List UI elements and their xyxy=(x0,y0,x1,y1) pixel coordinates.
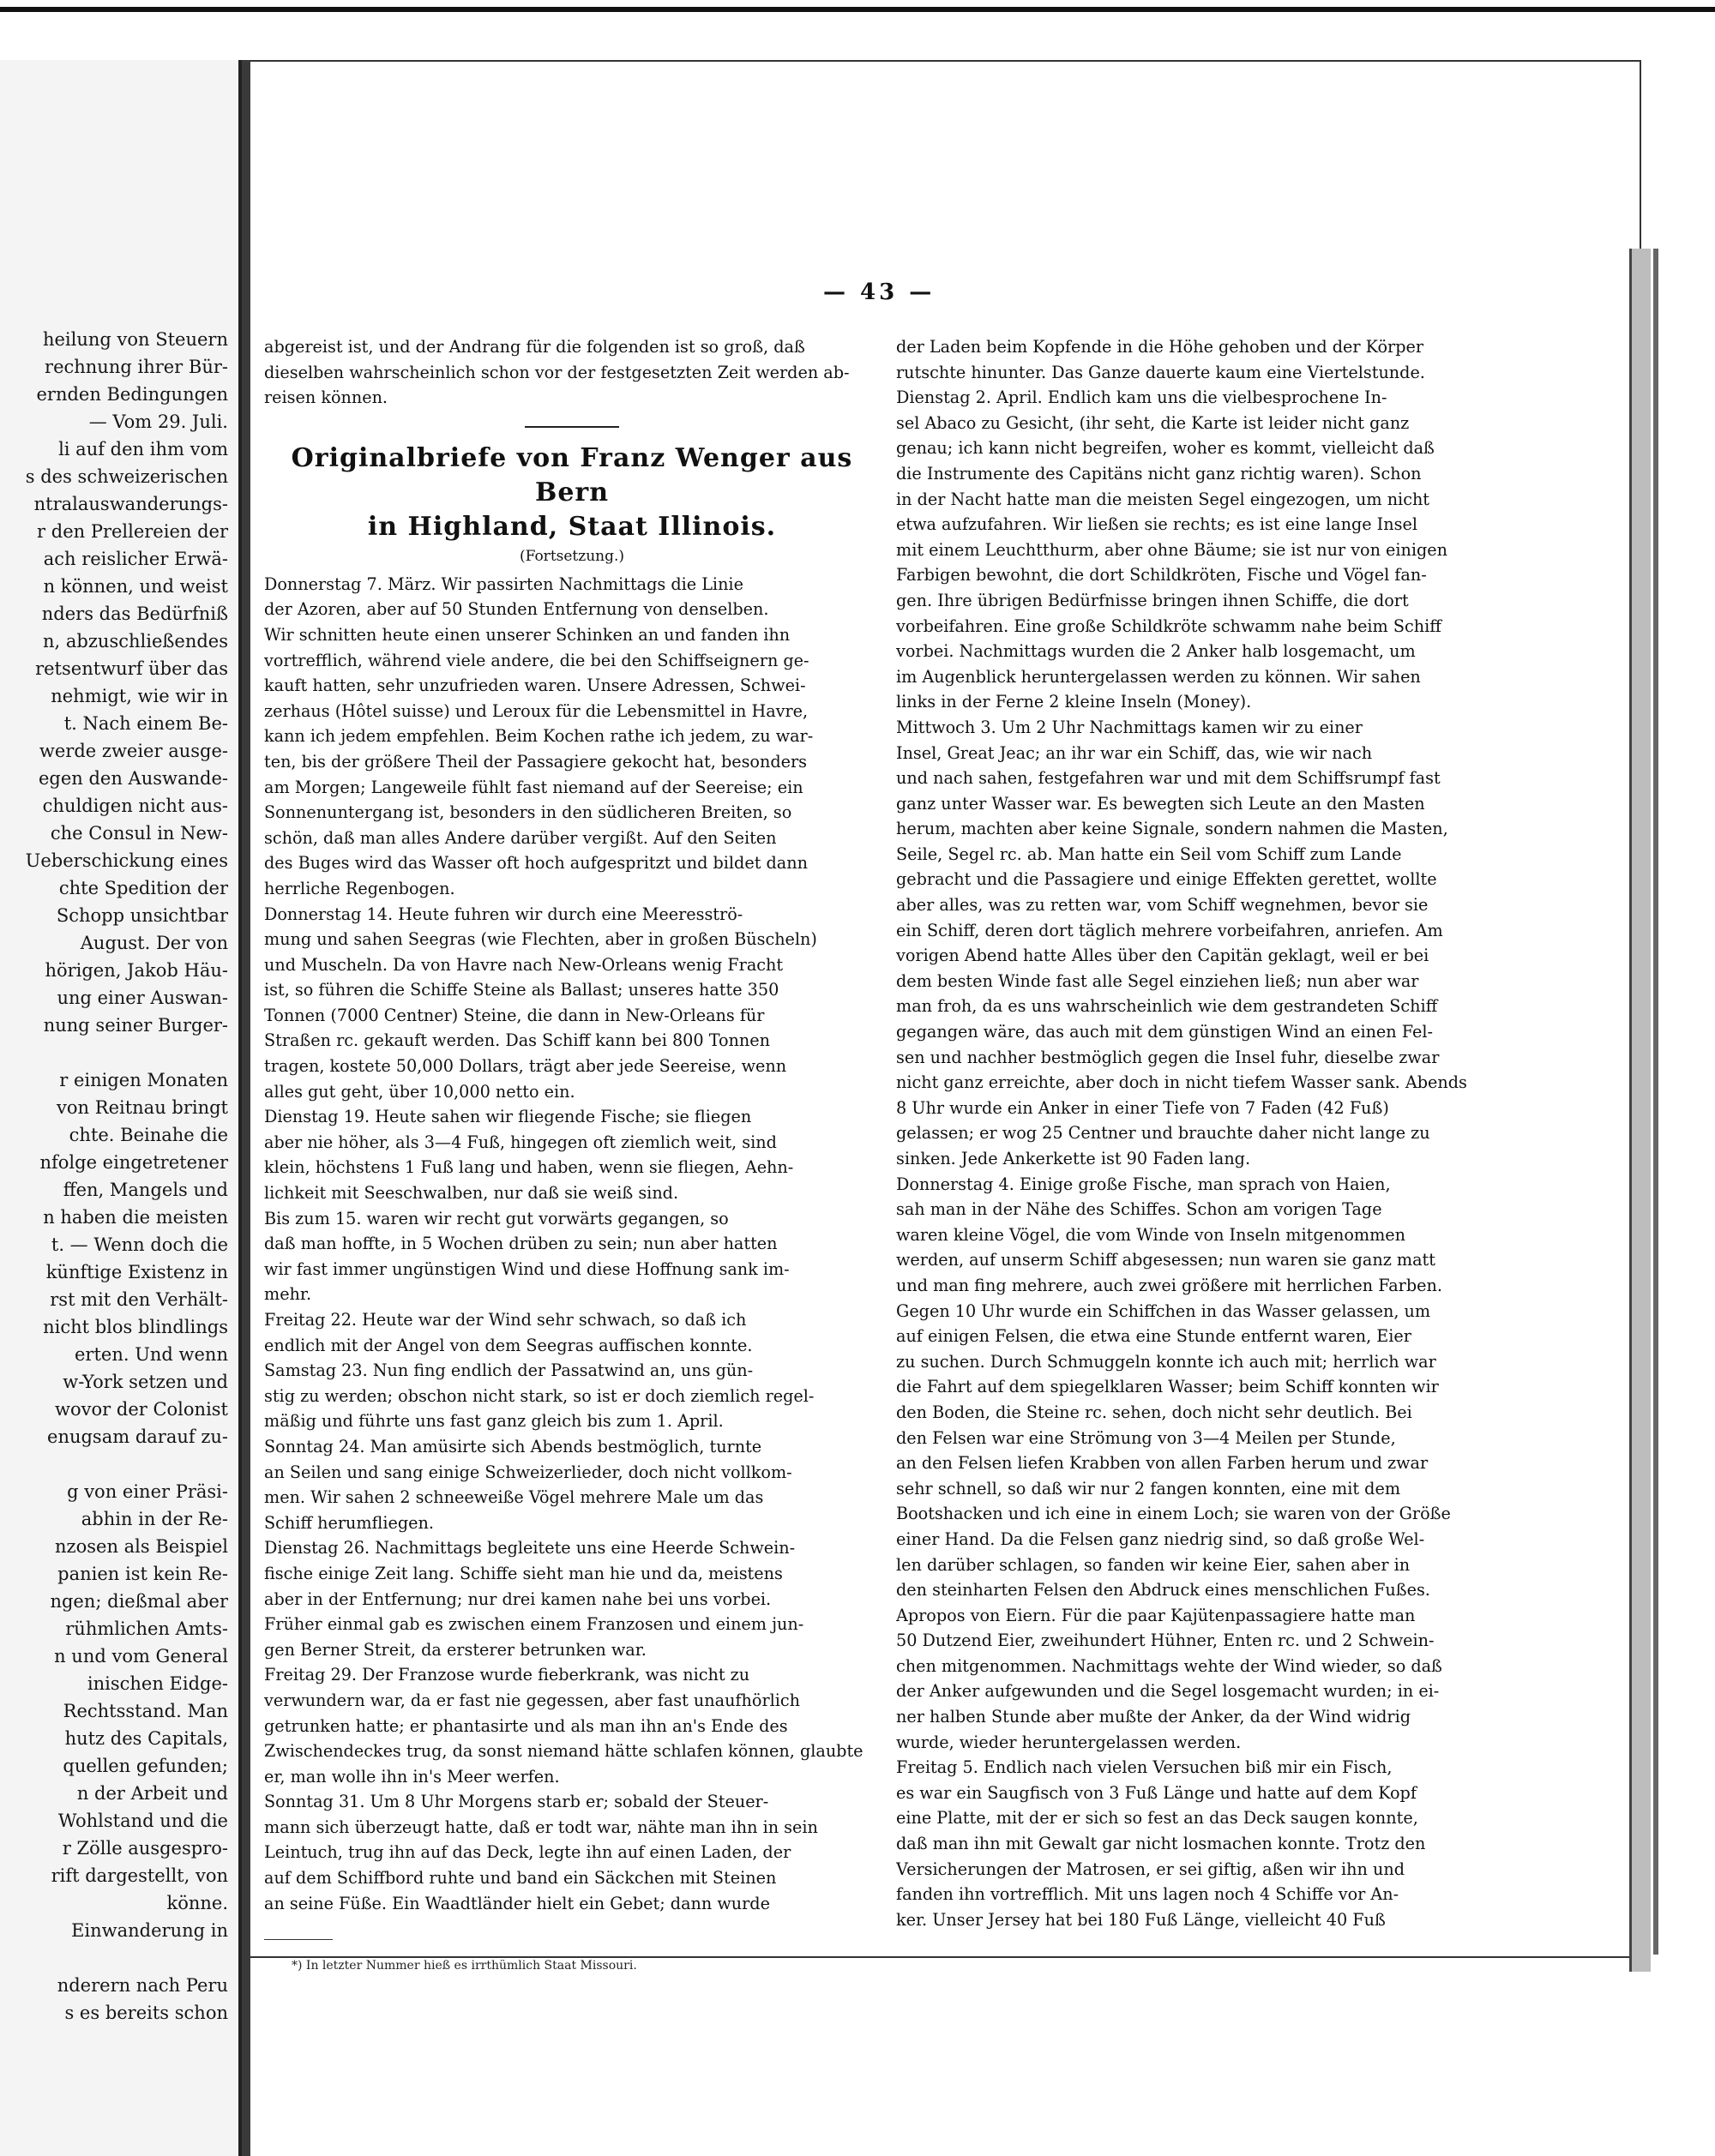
left-fragment-line: g von einer Präsi- xyxy=(67,1481,228,1502)
text-line: chen mitgenommen. Nachmittags wehte der Wind wieder, so daß xyxy=(896,1655,1442,1676)
left-fragment-line: n haben die meisten xyxy=(43,1207,228,1228)
text-line: die Instrumente des Capitäns nicht ganz richtig waren). Schon xyxy=(896,463,1422,483)
text-line: die Fahrt auf dem spiegelklaren Wasser; beim Schiff konnten wir xyxy=(896,1377,1439,1397)
left-fragment-line: n, abzuschließendes xyxy=(43,631,228,652)
text-line: klein, höchstens 1 Fuß lang und haben, wenn sie fliegen, Aehn- xyxy=(264,1157,794,1178)
left-fragment-line: r einigen Monaten xyxy=(59,1070,228,1090)
text-line: Seile, Segel rc. ab. Man hatte ein Seil vom Schiff zum Lande xyxy=(896,844,1402,864)
text-line: vorigen Abend hatte Alles über den Capitän geklagt, weil er bei xyxy=(896,946,1429,966)
left-fragment-line: s es bereits schon xyxy=(64,2003,228,2023)
text-line: Tonnen (7000 Centner) Steine, die dann in New-Orleans für xyxy=(264,1005,765,1025)
left-fragment-line: werde zweier ausge- xyxy=(39,741,228,761)
article-body xyxy=(264,572,880,1916)
footnote-rule xyxy=(264,1939,333,1940)
left-fragment-line: ntralauswanderungs- xyxy=(33,494,228,514)
text-line: daß man hoffte, in 5 Wochen drüben zu sein; nun aber hatten xyxy=(264,1234,778,1254)
text-line: abgereist ist, und der Andrang für die folgenden ist so groß, daß xyxy=(264,337,805,357)
text-line: Freitag 29. Der Franzose wurde fieberkrank, was nicht zu xyxy=(264,1665,750,1685)
text-line: mehr. xyxy=(264,1284,312,1305)
text-line: ker. Unser Jersey hat bei 180 Fuß Länge, vielleicht 40 Fuß xyxy=(896,1909,1386,1930)
text-line: ten, bis der größere Theil der Passagiere gekocht hat, besonders xyxy=(264,751,807,772)
headline-line-1: Originalbriefe von Franz Wenger aus Bern xyxy=(291,442,853,507)
left-fragment-line: che Consul in New- xyxy=(50,823,228,844)
left-fragment-line: ung einer Auswan- xyxy=(57,988,228,1008)
headline-line-2: in Highland, Staat Illinois. xyxy=(367,511,777,542)
text-line: waren kleine Vögel, die vom Winde von Inseln mitgenommen xyxy=(896,1224,1405,1245)
text-line: Sonntag 24. Man amüsirte sich Abends bestmöglich, turnte xyxy=(264,1436,762,1456)
continued-note: (Fortsetzung.) xyxy=(519,547,625,565)
section-divider xyxy=(525,426,619,428)
left-fragment-line: Wohlstand und die xyxy=(57,1811,228,1831)
text-line: Insel, Great Jeac; an ihr war ein Schiff, das, wie wir nach xyxy=(896,742,1373,763)
text-line: er, man wolle ihn in's Meer werfen. xyxy=(264,1766,560,1787)
text-line: len darüber schlagen, so fanden wir keine Eier, sahen aber in xyxy=(896,1554,1411,1575)
left-fragment-line: von Reitnau bringt xyxy=(57,1097,228,1118)
text-line: men. Wir sahen 2 schneeweiße Vögel mehrere Male um das xyxy=(264,1487,764,1508)
text-line: gen. Ihre übrigen Bedürfnisse bringen ihnen Schiffe, die dort xyxy=(896,590,1409,610)
text-line: werden, auf unserm Schiff abgesessen; nun waren sie ganz matt xyxy=(896,1250,1435,1270)
book-gutter xyxy=(242,60,250,2156)
text-line: rutschte hinunter. Das Ganze dauerte kaum eine Viertelstunde. xyxy=(896,362,1425,382)
left-fragment-line xyxy=(26,1039,238,1066)
intro-paragraph xyxy=(264,334,880,411)
text-line: Sonnenuntergang ist, besonders in den südlicheren Breiten, so xyxy=(264,802,792,823)
text-line: auf einigen Felsen, die etwa eine Stunde entfernt waren, Eier xyxy=(896,1326,1411,1347)
left-fragment-line: erten. Und wenn xyxy=(74,1344,228,1365)
text-line: genau; ich kann nicht begreifen, woher es kommt, vielleicht daß xyxy=(896,438,1435,459)
left-fragment-line: inischen Eidge- xyxy=(87,1673,228,1694)
text-line: zu suchen. Durch Schmuggeln konnte ich auch mit; herrlich war xyxy=(896,1351,1436,1372)
text-line: dem besten Winde fast alle Segel einziehen ließ; nun aber war xyxy=(896,970,1419,991)
text-line: sinken. Jede Ankerkette ist 90 Faden lang. xyxy=(896,1149,1251,1168)
left-fragment-line: quellen gefunden; xyxy=(63,1756,228,1776)
text-line: des Buges wird das Wasser oft hoch aufgespritzt und bildet dann xyxy=(264,853,808,874)
left-fragment-line: künftige Existenz in xyxy=(45,1262,228,1282)
text-line: Apropos von Eiern. Für die paar Kajütenpassagiere hatte man xyxy=(896,1605,1416,1625)
left-fragment-line: nicht blos blindlings xyxy=(43,1317,228,1337)
text-line: alles gut geht, über 10,000 netto ein. xyxy=(264,1081,575,1102)
text-line: Gegen 10 Uhr wurde ein Schiffchen in das Wasser gelassen, um xyxy=(896,1300,1431,1321)
left-fragment-line: chuldigen nicht aus- xyxy=(42,796,228,816)
text-line: herum, machten aber keine Signale, sondern nahmen die Masten, xyxy=(896,819,1448,839)
left-fragment-line: enugsam darauf zu- xyxy=(47,1426,228,1447)
left-fragment-line: s des schweizerischen xyxy=(25,466,228,487)
left-fragment-line: n und vom General xyxy=(54,1646,228,1667)
left-fragment-line: Ueberschickung eines xyxy=(25,850,228,871)
article-headline xyxy=(264,441,880,544)
text-line: aber alles, was zu retten war, vom Schiff wegnehmen, bevor sie xyxy=(896,895,1429,916)
left-fragment-line: nehmigt, wie wir in xyxy=(51,686,228,706)
left-fragment-line: abhin in der Re- xyxy=(81,1509,228,1529)
left-fragment-line: rühmlichen Amts- xyxy=(65,1619,228,1639)
text-line: Dienstag 2. April. Endlich kam uns die vielbesprochene In- xyxy=(896,387,1387,408)
text-line: getrunken hatte; er phantasirte und als man ihn an's Ende des xyxy=(264,1715,788,1736)
text-line: lichkeit mit Seeschwalben, nur daß sie weiß sind. xyxy=(264,1183,679,1204)
text-line: stig zu werden; obschon nicht stark, so ist er doch ziemlich regel- xyxy=(264,1385,815,1406)
text-line: Bootshacken und ich eine in einem Loch; sie waren von der Größe xyxy=(896,1504,1451,1524)
text-line: mit einem Leuchtthurm, aber ohne Bäume; sie ist nur von einigen xyxy=(896,539,1448,560)
text-line: daß man ihn mit Gewalt gar nicht losmachen konnte. Trotz den xyxy=(896,1834,1426,1854)
text-line: Straßen rc. gekauft werden. Das Schiff kann bei 800 Tonnen xyxy=(264,1030,770,1051)
left-fragment-line: nfolge eingetretener xyxy=(39,1152,228,1173)
text-line: den Felsen war eine Strömung von 3—4 Meilen per Stunde, xyxy=(896,1427,1396,1448)
text-line: Donnerstag 4. Einige große Fische, man sprach von Haien, xyxy=(896,1174,1391,1194)
text-line: Bis zum 15. waren wir recht gut vorwärts gegangen, so xyxy=(264,1208,729,1228)
left-fragment-line: ernden Bedingungen xyxy=(36,384,228,405)
text-line: herrliche Regenbogen. xyxy=(264,878,455,898)
text-line: sel Abaco zu Gesicht, (ihr seht, die Karte ist leider nicht ganz xyxy=(896,412,1410,433)
text-line: schön, daß man alles Andere darüber vergißt. Auf den Seiten xyxy=(264,827,777,848)
text-line: mäßig und führte uns fast ganz gleich bis zum 1. April. xyxy=(264,1411,724,1432)
text-line: links in der Ferne 2 kleine Inseln (Money). xyxy=(896,692,1252,712)
left-fragment-line: egen den Auswande- xyxy=(38,768,228,789)
text-line: fanden ihn vortrefflich. Mit uns lagen noch 4 Schiffe vor An- xyxy=(896,1884,1399,1905)
text-line: mung und sahen Seegras (wie Flechten, aber in großen Büscheln) xyxy=(264,929,817,950)
left-fragment-line: r Zölle ausgespro- xyxy=(62,1838,228,1859)
left-fragment-line: rechnung ihrer Bür- xyxy=(45,357,228,377)
text-line: verwundern war, da er fast nie gegessen, aber fast unaufhörlich xyxy=(264,1690,800,1710)
text-line: den steinharten Felsen den Abdruck eines menschlichen Fußes. xyxy=(896,1580,1430,1600)
left-fragment-line: ngen; dießmal aber xyxy=(50,1591,228,1612)
text-line: aber nie höher, als 3—4 Fuß, hingegen oft ziemlich weit, sind xyxy=(264,1132,777,1152)
left-fragment-line: August. Der von xyxy=(80,933,228,953)
text-line: gebracht und die Passagiere und einige Effekten gerettet, wollte xyxy=(896,869,1437,890)
text-line: im Augenblick heruntergelassen werden zu können. Wir sahen xyxy=(896,666,1421,687)
text-line: Samstag 23. Nun fing endlich der Passatwind an, uns gün- xyxy=(264,1360,754,1381)
left-fragment-line: ffen, Mangels und xyxy=(63,1180,228,1200)
left-fragment-line: panien ist kein Re- xyxy=(57,1564,228,1584)
page-edge-line xyxy=(1653,249,1658,1955)
left-fragment-line: hutz des Capitals, xyxy=(64,1728,228,1749)
text-line: man froh, da es uns wahrscheinlich wie dem gestrandeten Schiff xyxy=(896,996,1438,1017)
text-line: ner halben Stunde aber mußte der Anker, da der Wind widrig xyxy=(896,1707,1411,1727)
text-line: der Azoren, aber auf 50 Stunden Entfernung von denselben. xyxy=(264,599,769,620)
text-line: und man fing mehrere, auch zwei größere mit herrlichen Farben. xyxy=(896,1275,1442,1295)
text-line: und nach sahen, festgefahren war und mit dem Schiffsrumpf fast xyxy=(896,768,1441,789)
text-line: dieselben wahrscheinlich schon vor der festgesetzten Zeit werden ab- xyxy=(264,362,850,382)
text-line: wir fast immer ungünstigen Wind und diese Hoffnung sank im- xyxy=(264,1258,790,1279)
left-fragment-line: chte Spedition der xyxy=(58,878,228,898)
text-line: Farbigen bewohnt, die dort Schildkröten, Fische und Vögel fan- xyxy=(896,565,1427,586)
left-fragment-line: heilung von Steuern xyxy=(42,329,228,350)
left-fragment-line: könne. xyxy=(166,1893,228,1913)
text-line: Freitag 22. Heute war der Wind sehr schwach, so daß ich xyxy=(264,1310,747,1330)
text-line: vorbeifahren. Eine große Schildkröte schwamm nahe beim Schiff xyxy=(896,616,1441,636)
left-fragment-line: chte. Beinahe die xyxy=(69,1125,228,1145)
text-line: der Laden beim Kopfende in die Höhe gehoben und der Körper xyxy=(896,337,1424,357)
left-fragment-line: nzosen als Beispiel xyxy=(55,1536,228,1557)
text-line: ganz unter Wasser war. Es bewegten sich Leute an den Masten xyxy=(896,793,1425,814)
left-fragment-line: t. — Wenn doch die xyxy=(51,1234,228,1255)
text-line: der Anker aufgewunden und die Segel losgemacht wurden; in ei- xyxy=(896,1681,1440,1702)
text-line: tragen, kostete 50,000 Dollars, trägt aber jede Seereise, wenn xyxy=(264,1056,787,1077)
text-line: vortrefflich, während viele andere, die bei den Schiffseignern ge- xyxy=(264,650,809,670)
left-fragment-line: wovor der Colonist xyxy=(55,1399,228,1420)
left-fragment-text xyxy=(26,326,238,2027)
text-line: nicht ganz erreichte, aber doch in nicht tiefem Wasser sank. Abends xyxy=(896,1072,1467,1093)
text-line: aber in der Entfernung; nur drei kamen nahe bei uns vorbei. xyxy=(264,1588,772,1609)
left-fragment-line: rift dargestellt, von xyxy=(51,1865,228,1886)
text-line: eine Platte, mit der er sich so fest an das Deck saugen konnte, xyxy=(896,1808,1418,1829)
left-fragment-line: nung seiner Burger- xyxy=(43,1015,228,1036)
left-fragment-line xyxy=(26,1944,238,1972)
left-fragment-line: hörigen, Jakob Häu- xyxy=(45,960,228,981)
text-line: und Muscheln. Da von Havre nach New-Orleans wenig Fracht xyxy=(264,954,784,975)
text-line: Zwischendeckes trug, da sonst niemand hätte schlafen können, glaubte xyxy=(264,1741,864,1762)
left-page-fragment xyxy=(0,60,242,2156)
text-line: gegangen wäre, das auch mit dem günstigen Wind an einen Fel- xyxy=(896,1022,1433,1042)
text-line: in der Nacht hatte man die meisten Segel eingezogen, um nicht xyxy=(896,489,1430,509)
text-line: kauft hatten, sehr unzufrieden waren. Unsere Adressen, Schwei- xyxy=(264,676,806,696)
left-fragment-line: nderern nach Peru xyxy=(57,1975,228,1996)
page-number: — 43 — xyxy=(823,279,936,305)
article-body-continued xyxy=(896,334,1512,1932)
left-fragment-line: ach reislicher Erwä- xyxy=(43,549,228,569)
text-line: am Morgen; Langeweile fühlt fast niemand auf der Seereise; ein xyxy=(264,777,803,797)
text-line: Früher einmal gab es zwischen einem Franzosen und einem jun- xyxy=(264,1614,804,1635)
left-fragment-line: nders das Bedürfniß xyxy=(41,604,228,624)
page-edge-shadow xyxy=(1629,249,1651,1972)
text-line: sah man in der Nähe des Schiffes. Schon am vorigen Tage xyxy=(896,1199,1382,1220)
text-line: Versicherungen der Matrosen, er sei giftig, aßen wir ihn und xyxy=(896,1859,1405,1879)
text-line: Dienstag 26. Nachmittags begleitete uns eine Heerde Schwein- xyxy=(264,1538,796,1558)
left-fragment-line: Schopp unsichtbar xyxy=(56,905,228,926)
text-line: Schiff herumfliegen. xyxy=(264,1512,434,1533)
text-line: Mittwoch 3. Um 2 Uhr Nachmittags kamen wir zu einer xyxy=(896,717,1363,737)
text-line: gelassen; er wog 25 Centner und brauchte daher nicht lange zu xyxy=(896,1123,1430,1144)
left-fragment-line: Rechtsstand. Man xyxy=(63,1701,228,1721)
text-line: Donnerstag 7. März. Wir passirten Nachmittags die Linie xyxy=(264,574,743,594)
text-line: kann ich jedem empfehlen. Beim Kochen rathe ich jedem, zu war- xyxy=(264,726,814,747)
left-fragment-line: r den Prellereien der xyxy=(37,521,228,542)
left-fragment-line: Einwanderung in xyxy=(71,1920,228,1941)
text-line: reisen können. xyxy=(264,387,388,408)
text-line: zerhaus (Hôtel suisse) und Leroux für die Lebensmittel in Havre, xyxy=(264,700,809,721)
left-fragment-line: li auf den ihm vom xyxy=(58,439,228,459)
left-fragment-line: — Vom 29. Juli. xyxy=(88,411,228,432)
left-fragment-line: n der Arbeit und xyxy=(76,1783,228,1804)
text-line: vorbei. Nachmittags wurden die 2 Anker halb losgemacht, um xyxy=(896,641,1416,662)
text-line: ist, so führen die Schiffe Steine als Ballast; unseres hatte 350 xyxy=(264,980,779,1000)
left-fragment-line: rst mit den Verhält- xyxy=(50,1289,228,1310)
left-fragment-line: w-York setzen und xyxy=(63,1372,228,1392)
text-line: auf dem Schiffbord ruhte und band ein Säckchen mit Steinen xyxy=(264,1868,777,1889)
column-right xyxy=(896,334,1512,1932)
text-line: Leintuch, trug ihn auf das Deck, legte ihn auf einen Laden, der xyxy=(264,1842,791,1863)
text-line: sehr schnell, so daß wir nur 2 fangen konnten, eine mit dem xyxy=(896,1478,1401,1498)
text-line: ein Schiff, deren dort täglich mehrere vorbeifahren, anriefen. Am xyxy=(896,920,1443,940)
text-line: endlich mit der Angel von dem Seegras auffischen konnte. xyxy=(264,1335,753,1355)
text-line: den Boden, die Steine rc. sehen, doch nicht sehr deutlich. Bei xyxy=(896,1402,1412,1422)
text-line: an seine Füße. Ein Waadtländer hielt ein Gebet; dann wurde xyxy=(264,1893,770,1913)
left-fragment-line: n können, und weist xyxy=(43,576,228,597)
text-line: wurde, wieder heruntergelassen werden. xyxy=(896,1732,1242,1752)
text-line: 8 Uhr wurde ein Anker in einer Tiefe von 7 Faden (42 Fuß) xyxy=(896,1097,1389,1118)
text-line: 50 Dutzend Eier, zweihundert Hühner, Enten rc. und 2 Schwein- xyxy=(896,1631,1435,1651)
text-line: gen Berner Streit, da ersterer betrunken war. xyxy=(264,1639,647,1660)
text-line: Wir schnitten heute einen unserer Schinken an und fanden ihn xyxy=(264,624,791,645)
text-line: Donnerstag 14. Heute fuhren wir durch eine Meeresströ- xyxy=(264,904,743,924)
text-line: sen und nachher bestmöglich gegen die Insel fuhr, dieselbe zwar xyxy=(896,1047,1440,1067)
text-line: Dienstag 19. Heute sahen wir fliegende Fische; sie fliegen xyxy=(264,1107,752,1127)
left-fragment-line xyxy=(26,1450,238,1478)
text-line: Freitag 5. Endlich nach vielen Versuchen biß mir ein Fisch, xyxy=(896,1757,1393,1778)
left-fragment-line: t. Nach einem Be- xyxy=(63,713,228,734)
column-left xyxy=(264,334,880,1916)
text-line: fische einige Zeit lang. Schiffe sieht man hie und da, meistens xyxy=(264,1563,783,1583)
text-line: an den Felsen liefen Krabben von allen Farben herum und zwar xyxy=(896,1453,1429,1474)
text-line: mann sich überzeugt hatte, daß er todt war, nähte man ihn in sein xyxy=(264,1817,818,1837)
scan-top-border xyxy=(0,7,1715,12)
text-line: etwa aufzufahren. Wir ließen sie rechts; es ist eine lange Insel xyxy=(896,514,1417,535)
text-line: einer Hand. Da die Felsen ganz niedrig sind, so daß große Wel- xyxy=(896,1528,1425,1549)
left-fragment-line: retsentwurf über das xyxy=(35,658,228,679)
footnote: *) In letzter Nummer hieß es irrthümlich Staat Missouri. xyxy=(292,1959,637,1973)
text-line: Sonntag 31. Um 8 Uhr Morgens starb er; sobald der Steuer- xyxy=(264,1792,769,1812)
text-line: an Seilen und sang einige Schweizerlieder, doch nicht vollkom- xyxy=(264,1462,792,1482)
text-line: es war ein Saugfisch von 3 Fuß Länge und hatte auf dem Kopf xyxy=(896,1782,1417,1803)
